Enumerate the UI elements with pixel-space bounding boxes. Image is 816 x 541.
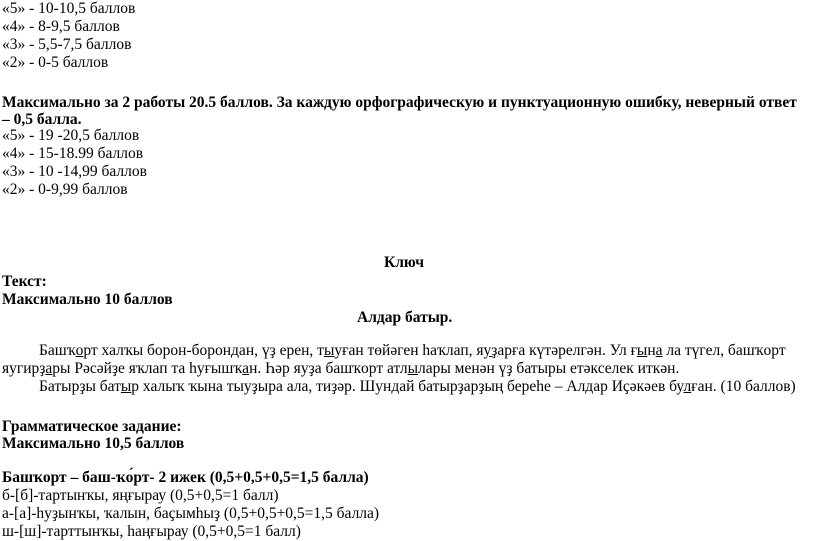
grammar-line-b: б-[б]-тартынҡы, яңғырау (0,5+0,5=1 балл) (2, 487, 279, 504)
grammar-task-heading: Башҡорт – баш-ҡо́рт- 2 ижек (0,5+0,5+0,5=1,5 балла) (2, 469, 369, 486)
key-title: Ключ (384, 254, 424, 271)
text-label: Текст: (2, 273, 47, 290)
total-grade-line-2: «2» - 0-9,99 баллов (2, 181, 128, 198)
total-heading-line2: – 0,5 балла. (2, 111, 82, 128)
grade-line-2: «2» - 0-5 баллов (2, 54, 109, 71)
grammar-max-label: Максимально 10,5 баллов (2, 435, 185, 452)
story-paragraph-2: Батырҙы батыр халыҡ ҡына тыуҙыра ала, тиҙәр. Шундай батырҙарҙың береһе – Алдар Иҫәкәев булған. (10 баллов) (39, 378, 796, 395)
grade-line-3: «3» - 5,5-7,5 баллов (2, 36, 132, 53)
text-max-label: Максимально 10 баллов (2, 291, 173, 308)
total-grade-line-5: «5» - 19 -20,5 баллов (2, 127, 140, 144)
grammar-heading: Грамматическое задание: (2, 418, 182, 435)
story-title: Алдар батыр. (357, 309, 453, 326)
grammar-line-sh: ш-[ш]-тарттынҡы, һаңғырау (0,5+0,5=1 балл) (2, 523, 301, 540)
total-grade-line-3: «3» - 10 -14,99 баллов (2, 163, 147, 180)
grade-line-4: «4» - 8-9,5 баллов (2, 18, 120, 35)
total-grade-line-4: «4» - 15-18.99 баллов (2, 145, 144, 162)
story-paragraph-1-line-2: яугирҙары Рәсәйҙе яҡлап та һуғышҡан. Һәр яуҙа башҡорт атлылары менән үҙ батыры етәкселек иткән. (2, 360, 680, 377)
story-paragraph-1-line-1: Башҡорт халҡы борон-борондан, үҙ ерен, тыуған төйәген һаҡлап, яуҙарға күтәрелгән. Ул ғына ла түгел, башҡорт (39, 342, 786, 359)
grade-line-5: «5» - 10-10,5 баллов (2, 0, 136, 17)
grammar-line-a: а-[а]-һуҙынҡы, ҡалын, баҫымһыҙ (0,5+0,5+0,5=1,5 балла) (2, 505, 380, 522)
total-heading-line1: Максимально за 2 работы 20.5 баллов. За каждую орфографическую и пунктуационную ошибку, неверный ответ (2, 94, 797, 111)
